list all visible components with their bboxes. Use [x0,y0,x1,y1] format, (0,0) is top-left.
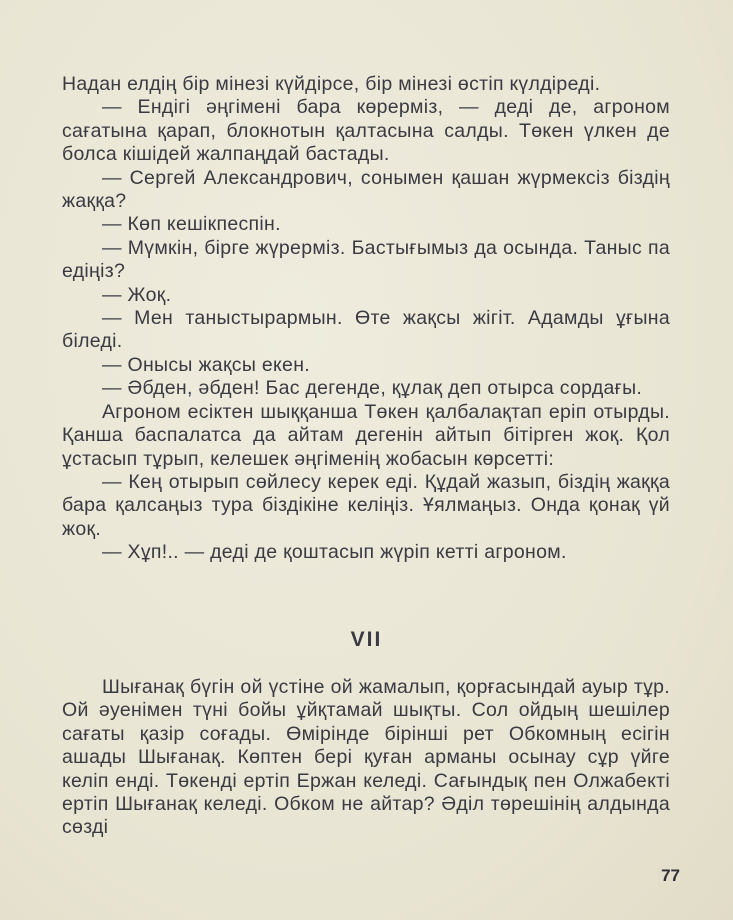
page-number: 77 [661,866,680,885]
paragraph: — Көп кешікпеспін. [102,213,281,236]
text-before-chapter [62,73,670,565]
paragraph: Агроном есіктен шыққанша Төкен қалбалақтап еріп отырды. Қанша баспалатса да айтам дегенін айтып бітірген жоқ. Қол ұстасып тұрып, келешек әңгіменің жобасын көрсетті: [62,400,670,470]
paragraph: — Онысы жақсы екен. [102,353,310,376]
text-after-chapter [62,676,670,840]
paragraph: — Кең отырып сөйлесу керек еді. Құдай жазып, біздің жаққа бара қалсаңыз тура біздікіне келіңіз. Ұялмаңыз. Онда қонақ үй жоқ. [62,470,670,540]
paragraph: — Ендігі әңгімені бара көрерміз, — деді де, агроном сағатына қарап, блокнотын қалтасына салды. Төкен үлкен де болса кішідей жалпаңдай бастады. [62,96,670,166]
paragraph: — Мен таныстырармын. Өте жақсы жігіт. Адамды ұғына біледі. [62,307,670,353]
paragraph: — Хұп!.. — деді де қоштасып жүріп кетті агроном. [102,541,567,564]
paragraph: — Сергей Александрович, сонымен қашан жүрмексіз біздің жаққа? [62,166,670,213]
paragraph: — Әбден, әбден! Бас дегенде, құлақ деп отырса сордағы. [102,377,643,400]
paragraph: Надан елдің бір мінезі күйдірсе, бір мінезі өстіп күлдіреді. [62,73,601,95]
paragraph: — Жоқ. [102,283,172,306]
paragraph: — Мүмкін, бірге жүрерміз. Бастығымыз да осында. Таныс па едіңіз? [62,236,670,283]
chapter-heading: VII [350,628,383,651]
paragraph: Шығанақ бүгін ой үстіне ой жамалып, қорғасындай ауыр тұр. Ой әуенімен түні бойы ұйқтамай шықты. Сол ойдың шешілер сағаты қазір соғады. Өмірінде бірінші рет Обкомның есігін ашады Шығанақ. Көптен бері қуған арманы осынау сұр үйге келіп енді. Төкенді ертіп Ержан келеді. Сағындық пен Олжабекті ертіп Шығанақ келеді. Обком не айтар? Әділ төрешінің алдында сөзді [62,676,670,839]
